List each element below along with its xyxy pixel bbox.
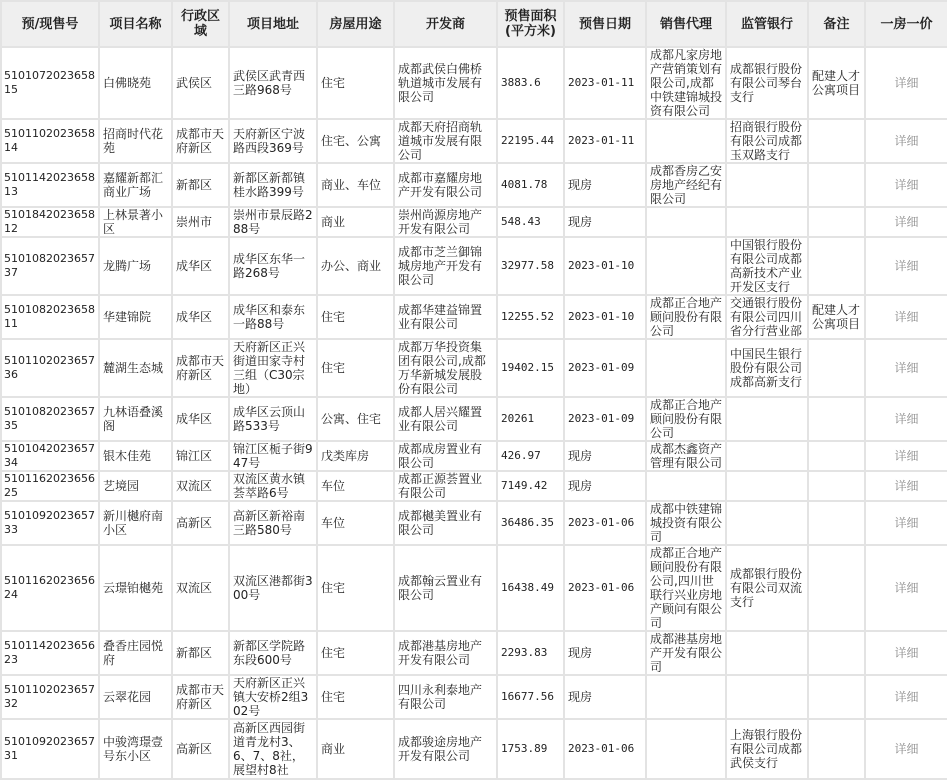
cell-name: 九林语叠溪阁 [99, 397, 172, 441]
cell-district: 成华区 [172, 237, 229, 295]
header-supervising-bank: 监管银行 [726, 1, 808, 47]
cell-usage: 住宅 [317, 295, 394, 339]
table-row [1, 163, 947, 207]
detail-link[interactable]: 详细 [894, 479, 919, 493]
cell-price-list [865, 397, 947, 441]
cell-id: 510184202365812 [1, 207, 99, 237]
cell-date: 2023-01-10 [564, 295, 646, 339]
table-row [1, 47, 947, 119]
cell-usage: 车位 [317, 501, 394, 545]
cell-price-list [865, 163, 947, 207]
cell-id: 510116202365624 [1, 545, 99, 631]
cell-address: 高新区新裕南三路580号 [229, 501, 317, 545]
cell-name: 银木佳苑 [99, 441, 172, 471]
cell-name: 华建锦院 [99, 295, 172, 339]
cell-area: 19402.15 [497, 339, 564, 397]
header-presale-area: 预售面积(平方米) [497, 1, 564, 47]
detail-link[interactable]: 详细 [894, 76, 919, 90]
cell-agent [646, 237, 726, 295]
cell-id: 510108202365735 [1, 397, 99, 441]
cell-usage: 商业、车位 [317, 163, 394, 207]
cell-note [808, 207, 865, 237]
cell-developer: 成都天府招商轨道城市发展有限公司 [394, 119, 497, 163]
cell-agent: 成都杰鑫资产管理有限公司 [646, 441, 726, 471]
cell-agent: 成都港基房地产开发有限公司 [646, 631, 726, 675]
cell-agent: 成都凡家房地产营销策划有限公司,成都中铁建锦城投资有限公司 [646, 47, 726, 119]
table-row [1, 295, 947, 339]
cell-bank [726, 207, 808, 237]
cell-bank: 成都银行股份有限公司双流支行 [726, 545, 808, 631]
table-header [1, 1, 947, 47]
cell-id: 510107202365815 [1, 47, 99, 119]
cell-bank [726, 397, 808, 441]
cell-developer: 成都市嘉耀房地产开发有限公司 [394, 163, 497, 207]
cell-agent: 成都香房乙安房地产经纪有限公司 [646, 163, 726, 207]
cell-date: 2023-01-09 [564, 397, 646, 441]
cell-district: 成华区 [172, 397, 229, 441]
cell-note [808, 545, 865, 631]
cell-date: 2023-01-10 [564, 237, 646, 295]
cell-note [808, 119, 865, 163]
cell-address: 高新区西园街道青龙村3、6、7、8社，展望村8社 [229, 719, 317, 779]
cell-price-list [865, 237, 947, 295]
cell-area: 4081.78 [497, 163, 564, 207]
detail-link[interactable]: 详细 [894, 412, 919, 426]
cell-bank [726, 501, 808, 545]
cell-note: 配建人才公寓项目 [808, 295, 865, 339]
cell-developer: 成都武侯白佛桥轨道城市发展有限公司 [394, 47, 497, 119]
cell-district: 新都区 [172, 163, 229, 207]
cell-developer: 成都正源荟置业有限公司 [394, 471, 497, 501]
cell-name: 上林景著小区 [99, 207, 172, 237]
cell-address: 新都区新都镇桂水路399号 [229, 163, 317, 207]
cell-developer: 崇州尚源房地产开发有限公司 [394, 207, 497, 237]
cell-bank: 中国银行股份有限公司成都高新技术产业开发区支行 [726, 237, 808, 295]
header-developer: 开发商 [394, 1, 497, 47]
cell-area: 2293.83 [497, 631, 564, 675]
detail-link[interactable]: 详细 [894, 361, 919, 375]
cell-bank: 交通银行股份有限公司四川省分行营业部 [726, 295, 808, 339]
table-row [1, 237, 947, 295]
table-row [1, 545, 947, 631]
cell-agent: 成都正合地产顾问股份有限公司 [646, 397, 726, 441]
cell-price-list [865, 295, 947, 339]
cell-area: 12255.52 [497, 295, 564, 339]
cell-note [808, 339, 865, 397]
table-row [1, 471, 947, 501]
table-row [1, 119, 947, 163]
cell-area: 22195.44 [497, 119, 564, 163]
cell-id: 510109202365733 [1, 501, 99, 545]
cell-agent [646, 471, 726, 501]
cell-note [808, 631, 865, 675]
cell-note: 配建人才公寓项目 [808, 47, 865, 119]
cell-date: 2023-01-11 [564, 47, 646, 119]
table-body [1, 47, 947, 779]
cell-price-list [865, 719, 947, 779]
cell-note [808, 163, 865, 207]
detail-link[interactable]: 详细 [894, 178, 919, 192]
cell-agent [646, 119, 726, 163]
cell-agent [646, 339, 726, 397]
cell-usage: 办公、商业 [317, 237, 394, 295]
cell-district: 成都市天府新区 [172, 339, 229, 397]
cell-developer: 成都成房置业有限公司 [394, 441, 497, 471]
cell-area: 32977.58 [497, 237, 564, 295]
cell-name: 中骏湾璟壹号东小区 [99, 719, 172, 779]
cell-name: 招商时代花苑 [99, 119, 172, 163]
table-row [1, 207, 947, 237]
cell-bank [726, 675, 808, 719]
detail-link[interactable]: 详细 [894, 742, 919, 756]
cell-district: 新都区 [172, 631, 229, 675]
cell-address: 新都区学院路东段600号 [229, 631, 317, 675]
cell-area: 16438.49 [497, 545, 564, 631]
cell-address: 天府新区宁波路西段369号 [229, 119, 317, 163]
detail-link[interactable]: 详细 [894, 646, 919, 660]
detail-link[interactable]: 详细 [894, 259, 919, 273]
cell-usage: 住宅 [317, 339, 394, 397]
header-district: 行政区域 [172, 1, 229, 47]
cell-date: 现房 [564, 631, 646, 675]
cell-address: 双流区港都街300号 [229, 545, 317, 631]
cell-developer: 成都华建益锦置业有限公司 [394, 295, 497, 339]
cell-district: 成都市天府新区 [172, 675, 229, 719]
cell-date: 2023-01-06 [564, 719, 646, 779]
cell-bank: 上海银行股份有限公司成都武侯支行 [726, 719, 808, 779]
cell-district: 崇州市 [172, 207, 229, 237]
cell-developer: 成都骏途房地产开发有限公司 [394, 719, 497, 779]
cell-id: 510109202365731 [1, 719, 99, 779]
cell-date: 现房 [564, 675, 646, 719]
cell-bank: 招商银行股份有限公司成都玉双路支行 [726, 119, 808, 163]
cell-area: 20261 [497, 397, 564, 441]
cell-id: 510110202365736 [1, 339, 99, 397]
cell-district: 成华区 [172, 295, 229, 339]
cell-developer: 成都万华投资集团有限公司,成都万华新城发展股份有限公司 [394, 339, 497, 397]
cell-area: 3883.6 [497, 47, 564, 119]
cell-name: 嘉耀新都汇商业广场 [99, 163, 172, 207]
detail-link[interactable]: 详细 [894, 690, 919, 704]
cell-id: 510108202365811 [1, 295, 99, 339]
cell-developer: 成都翰云置业有限公司 [394, 545, 497, 631]
cell-usage: 住宅 [317, 545, 394, 631]
header-note: 备注 [808, 1, 865, 47]
cell-name: 麓湖生态城 [99, 339, 172, 397]
cell-address: 天府新区正兴镇大安桥2组302号 [229, 675, 317, 719]
cell-bank: 中国民生银行股份有限公司成都高新支行 [726, 339, 808, 397]
detail-link[interactable]: 详细 [894, 516, 919, 530]
cell-note [808, 719, 865, 779]
cell-usage: 住宅 [317, 631, 394, 675]
table-row [1, 631, 947, 675]
cell-price-list [865, 501, 947, 545]
cell-area: 36486.35 [497, 501, 564, 545]
cell-usage: 车位 [317, 471, 394, 501]
cell-area: 1753.89 [497, 719, 564, 779]
detail-link[interactable]: 详细 [894, 449, 919, 463]
cell-agent: 成都正合地产顾问股份有限公司,四川世联行兴业房地产顾问有限公司 [646, 545, 726, 631]
cell-district: 高新区 [172, 501, 229, 545]
header-address: 项目地址 [229, 1, 317, 47]
cell-price-list [865, 471, 947, 501]
cell-note [808, 237, 865, 295]
detail-link[interactable]: 详细 [894, 310, 919, 324]
cell-bank: 成都银行股份有限公司琴台支行 [726, 47, 808, 119]
cell-usage: 住宅、公寓 [317, 119, 394, 163]
cell-developer: 成都人居兴耀置业有限公司 [394, 397, 497, 441]
cell-address: 锦江区栀子街947号 [229, 441, 317, 471]
cell-address: 武侯区武青西三路968号 [229, 47, 317, 119]
cell-district: 武侯区 [172, 47, 229, 119]
table-row [1, 675, 947, 719]
cell-price-list [865, 545, 947, 631]
cell-note [808, 397, 865, 441]
cell-note [808, 675, 865, 719]
cell-bank [726, 631, 808, 675]
cell-agent [646, 719, 726, 779]
cell-district: 双流区 [172, 471, 229, 501]
cell-price-list [865, 441, 947, 471]
cell-date: 2023-01-06 [564, 545, 646, 631]
header-price-list: 一房一价 [865, 1, 947, 47]
header-project-name: 项目名称 [99, 1, 172, 47]
header-presale-date: 预售日期 [564, 1, 646, 47]
cell-area: 548.43 [497, 207, 564, 237]
cell-price-list [865, 675, 947, 719]
cell-address: 成华区云顶山路533号 [229, 397, 317, 441]
cell-date: 2023-01-11 [564, 119, 646, 163]
cell-address: 成华区东华一路268号 [229, 237, 317, 295]
table-row [1, 501, 947, 545]
cell-date: 2023-01-06 [564, 501, 646, 545]
cell-bank [726, 441, 808, 471]
cell-id: 510104202365734 [1, 441, 99, 471]
cell-area: 16677.56 [497, 675, 564, 719]
cell-date: 现房 [564, 471, 646, 501]
cell-id: 510116202365625 [1, 471, 99, 501]
cell-district: 成都市天府新区 [172, 119, 229, 163]
header-sale-number: 预/现售号 [1, 1, 99, 47]
cell-agent: 成都正合地产顾问股份有限公司 [646, 295, 726, 339]
cell-developer: 成都港基房地产开发有限公司 [394, 631, 497, 675]
cell-price-list [865, 207, 947, 237]
cell-usage: 公寓、住宅 [317, 397, 394, 441]
cell-district: 高新区 [172, 719, 229, 779]
cell-price-list [865, 119, 947, 163]
cell-note [808, 501, 865, 545]
cell-usage: 商业 [317, 207, 394, 237]
detail-link[interactable]: 详细 [894, 215, 919, 229]
cell-developer: 四川永利泰地产有限公司 [394, 675, 497, 719]
cell-price-list [865, 631, 947, 675]
cell-district: 双流区 [172, 545, 229, 631]
cell-usage: 商业 [317, 719, 394, 779]
cell-id: 510114202365813 [1, 163, 99, 207]
table-row [1, 441, 947, 471]
cell-id: 510110202365732 [1, 675, 99, 719]
cell-name: 云翠花园 [99, 675, 172, 719]
cell-note [808, 471, 865, 501]
cell-address: 天府新区正兴街道田家寺村三组（C30宗地） [229, 339, 317, 397]
cell-name: 艺境园 [99, 471, 172, 501]
header-usage: 房屋用途 [317, 1, 394, 47]
table-row [1, 339, 947, 397]
cell-id: 510114202365623 [1, 631, 99, 675]
cell-price-list [865, 47, 947, 119]
cell-date: 现房 [564, 441, 646, 471]
cell-agent: 成都中铁建锦城投资有限公司 [646, 501, 726, 545]
cell-name: 新川樾府南小区 [99, 501, 172, 545]
cell-date: 2023-01-09 [564, 339, 646, 397]
cell-bank [726, 163, 808, 207]
cell-district: 锦江区 [172, 441, 229, 471]
cell-developer: 成都樾美置业有限公司 [394, 501, 497, 545]
cell-id: 510110202365814 [1, 119, 99, 163]
cell-agent [646, 675, 726, 719]
cell-name: 龙腾广场 [99, 237, 172, 295]
cell-area: 7149.42 [497, 471, 564, 501]
cell-address: 成华区和泰东一路88号 [229, 295, 317, 339]
cell-bank [726, 471, 808, 501]
header-sales-agent: 销售代理 [646, 1, 726, 47]
cell-name: 白佛晓苑 [99, 47, 172, 119]
cell-name: 云璟铂樾苑 [99, 545, 172, 631]
cell-note [808, 441, 865, 471]
cell-address: 崇州市景辰路288号 [229, 207, 317, 237]
cell-address: 双流区黄水镇荟萃路6号 [229, 471, 317, 501]
cell-usage: 戊类库房 [317, 441, 394, 471]
cell-name: 叠香庄园悦府 [99, 631, 172, 675]
detail-link[interactable]: 详细 [894, 134, 919, 148]
cell-price-list [865, 339, 947, 397]
cell-agent [646, 207, 726, 237]
cell-usage: 住宅 [317, 675, 394, 719]
table-row [1, 397, 947, 441]
cell-date: 现房 [564, 163, 646, 207]
cell-date: 现房 [564, 207, 646, 237]
cell-usage: 住宅 [317, 47, 394, 119]
cell-area: 426.97 [497, 441, 564, 471]
table-row [1, 719, 947, 779]
cell-id: 510108202365737 [1, 237, 99, 295]
detail-link[interactable]: 详细 [894, 581, 919, 595]
cell-developer: 成都市芝兰御锦城房地产开发有限公司 [394, 237, 497, 295]
